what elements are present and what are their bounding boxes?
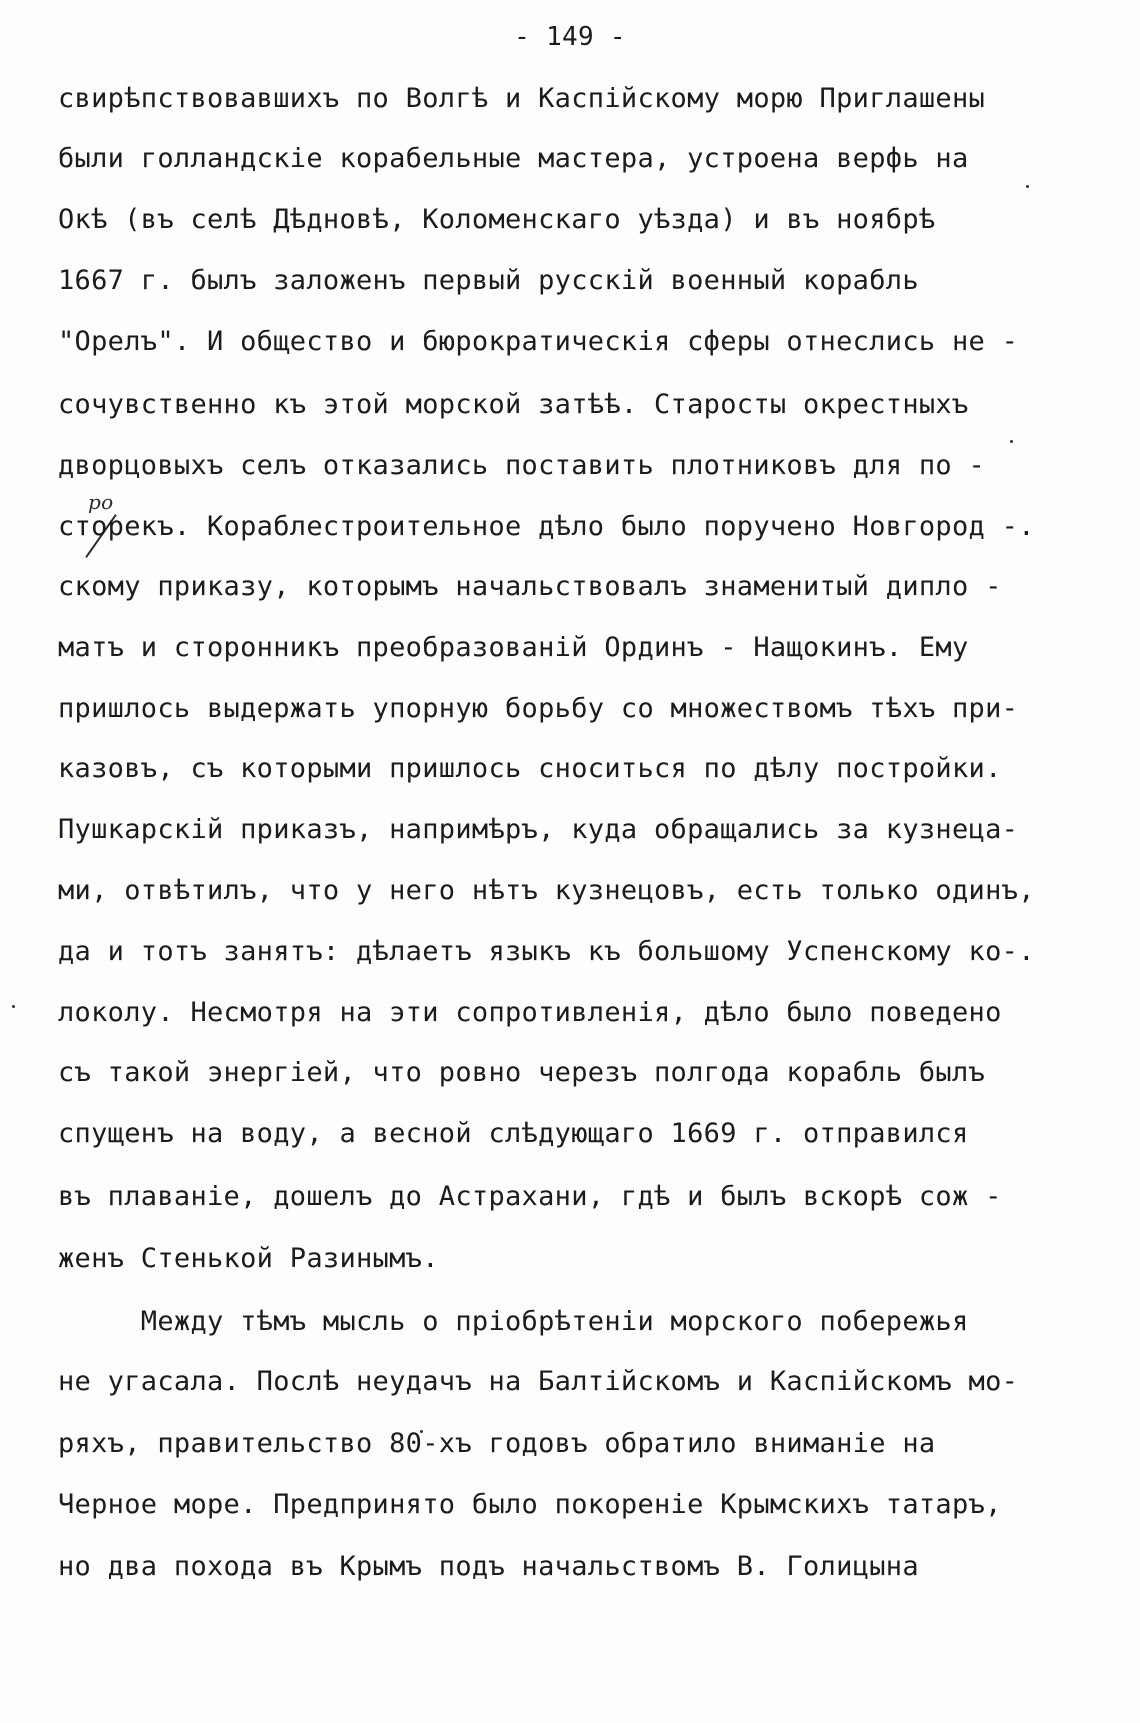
text-line: не угасала. Послѣ неудачъ на Балтійскомъ и Каспійскомъ мо-	[58, 1366, 1019, 1397]
text-line: ми, отвѣтилъ, что у него нѣтъ кузнецовъ, есть только одинъ,	[58, 875, 1035, 906]
text-line: женъ Стенькой Разинымъ.	[58, 1243, 439, 1274]
text-line: спущенъ на воду, а весной слѣдующаго 1669 г. отправился	[58, 1118, 969, 1149]
ink-speck	[1026, 185, 1029, 188]
text-line: сочувственно къ этой морской затѣѣ. Старосты окрестныхъ	[58, 389, 969, 420]
ink-speck	[1010, 440, 1013, 443]
page-number: - 149 -	[514, 22, 626, 52]
text-line: локолу. Несмотря на эти сопротивленія, дѣло было поведено	[58, 997, 1002, 1028]
text-line: да и тотъ занятъ: дѣлаетъ языкъ къ большому Успенскому ко-.	[58, 936, 1035, 967]
text-line: Окѣ (въ селѣ Дѣдновѣ, Коломенскаго уѣзда) и въ ноябрѣ	[58, 204, 936, 235]
text-line: матъ и сторонникъ преобразованій Ординъ - Нащокинъ. Ему	[58, 632, 969, 663]
text-line: Пушкарскій приказъ, напримѣръ, куда обращались за кузнеца-	[58, 814, 1019, 845]
text-line: Черное море. Предпринято было покореніе Крымскихъ татаръ,	[58, 1489, 1002, 1520]
text-line: были голландскіе корабельные мастера, устроена верфь на	[58, 143, 969, 174]
text-line: Между тѣмъ мысль о пріобрѣтеніи морского побережья	[58, 1306, 969, 1337]
text-line: но два похода въ Крымъ подъ начальствомъ В. Голицына	[58, 1551, 919, 1582]
ink-speck	[12, 1005, 15, 1008]
text-line: сторекъ. Кораблестроительное дѣло было поручено Новгород -.	[58, 511, 1035, 542]
handwritten-correction: ро	[88, 490, 114, 514]
text-line: ряхъ, правительство 80-хъ годовъ обратило вниманіе на	[58, 1428, 936, 1459]
text-line: пришлось выдержать упорную борьбу со множествомъ тѣхъ при-	[58, 693, 1019, 724]
text-line: дворцовыхъ селъ отказались поставить плотниковъ для по -	[58, 450, 986, 481]
text-line: "Орелъ". И общество и бюрократическія сферы отнеслись не -	[58, 326, 1019, 357]
text-line: въ плаваніе, дошелъ до Астрахани, гдѣ и былъ вскорѣ сож -	[58, 1181, 1002, 1212]
text-line: 1667 г. былъ заложенъ первый русскій военный корабль	[58, 265, 919, 296]
text-line: казовъ, съ которыми пришлось сноситься по дѣлу постройки.	[58, 753, 1002, 784]
text-line: съ такой энергіей, что ровно черезъ полгода корабль былъ	[58, 1057, 986, 1088]
text-line: свирѣпствовавшихъ по Волгѣ и Каспійскому морю Приглашены	[58, 83, 986, 114]
text-line: скому приказу, которымъ начальствовалъ знаменитый дипло -	[58, 571, 1002, 602]
